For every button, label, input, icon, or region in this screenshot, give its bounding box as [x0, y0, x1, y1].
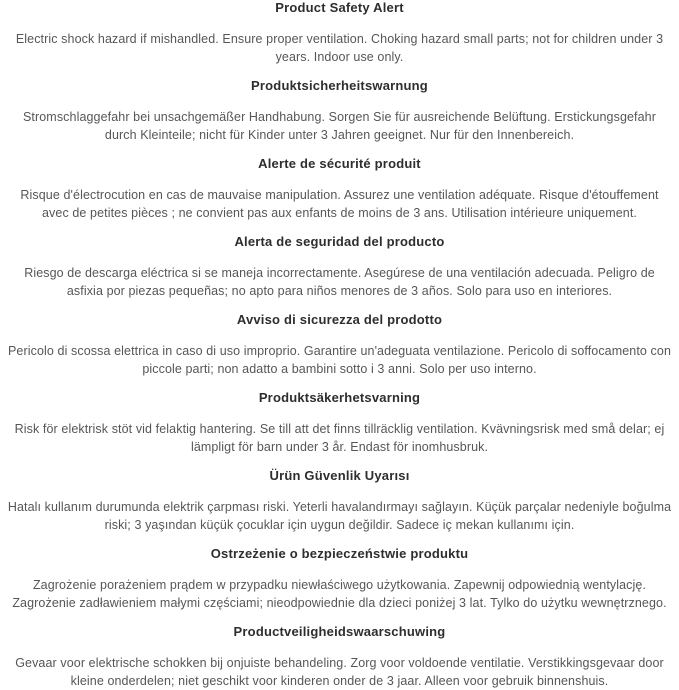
section-italian — [7, 312, 672, 378]
section-dutch — [7, 624, 672, 690]
section-heading-swedish: Produktsäkerhetsvarning — [258, 390, 421, 405]
section-body-polish: Zagrożenie porażeniem prądem w przypadku niewłaściwego użytkowania. Zapewnij odpowiednią wentylację. Zagrożenie zadławieniem małymi częściami; nieodpowiednie dla dzieci poniżej 3 lat. Tylko do użytku wewnętrznego. — [12, 578, 667, 610]
section-body-english: Electric shock hazard if mishandled. Ensure proper ventilation. Choking hazard small parts; not for children under 3 years. Indoor use only. — [15, 32, 664, 64]
section-polish — [7, 546, 672, 612]
section-heading-dutch: Productveiligheidswaarschuwing — [233, 624, 446, 639]
section-body-french: Risque d'électrocution en cas de mauvaise manipulation. Assurez une ventilation adéquate. Risque d'étouffement avec de petites pièces ; ne convient pas aux enfants de moins de 3 ans. Utilisation intérieure uniquement. — [20, 188, 659, 220]
section-spanish — [7, 234, 672, 300]
section-body-german: Stromschlaggefahr bei unsachgemäßer Handhabung. Sorgen Sie für ausreichende Belüftung. Erstickungsgefahr durch Kleinteile; nicht für Kinder unter 3 Jahren geeignet. Nur für den Innenbereich. — [22, 110, 656, 142]
section-swedish — [7, 390, 672, 456]
section-heading-polish: Ostrzeżenie o bezpieczeństwie produktu — [210, 546, 469, 561]
section-english — [7, 0, 672, 66]
section-heading-italian: Avviso di sicurezza del prodotto — [236, 312, 443, 327]
section-body-spanish: Riesgo de descarga eléctrica si se maneja incorrectamente. Asegúrese de una ventilación adecuada. Peligro de asfixia por piezas pequeñas; no apto para niños menores de 3 años. Solo para uso en interiores. — [24, 266, 655, 298]
section-heading-turkish: Ürün Güvenlik Uyarısı — [269, 468, 410, 483]
section-heading-spanish: Alerta de seguridad del producto — [234, 234, 445, 249]
section-french — [7, 156, 672, 222]
section-heading-german: Produktsicherheitswarnung — [251, 78, 428, 93]
section-body-italian: Pericolo di scossa elettrica in caso di uso improprio. Garantire un'adeguata ventilazione. Pericolo di soffocamento con piccole parti; non adatto a bambini sotto i 3 anni. Solo per uso interno. — [7, 344, 672, 376]
section-body-turkish: Hatalı kullanım durumunda elektrik çarpması riski. Yeterli havalandırmayı sağlayın. Küçük parçalar nedeniyle boğulma riski; 3 yaşından küçük çocuklar için uygun değildir. Sadece iç mekan kullanımı için. — [7, 500, 672, 532]
section-heading-english: Product Safety Alert — [275, 0, 404, 15]
section-body-dutch: Gevaar voor elektrische schokken bij onjuiste behandeling. Zorg voor voldoende ventilatie. Verstikkingsgevaar door kleine onderdelen; niet geschikt voor kinderen onder de 3 jaar. Alleen voor gebruik binnenshuis. — [15, 656, 664, 688]
section-turkish — [7, 468, 672, 534]
section-german — [7, 78, 672, 144]
section-heading-french: Alerte de sécurité produit — [258, 156, 421, 171]
section-body-swedish: Risk för elektrisk stöt vid felaktig hantering. Se till att det finns tillräcklig ventilation. Kvävningsrisk med små delar; ej lämpligt för barn under 3 år. Endast för inomhusbruk. — [14, 422, 665, 454]
